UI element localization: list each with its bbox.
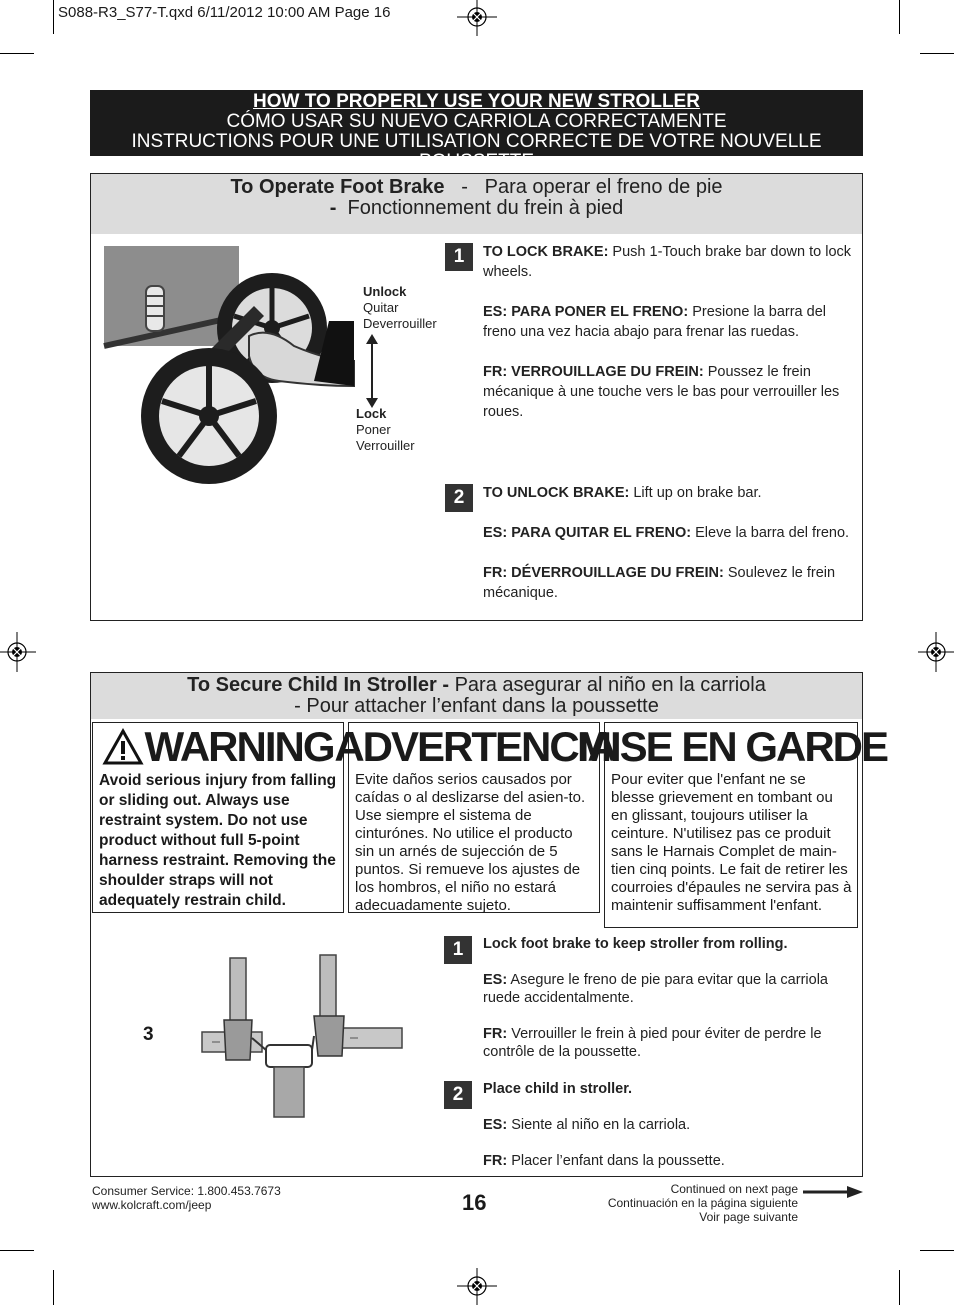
warning-box-en: WARNING Avoid serious injury from falling or sliding out. Always use restraint system. Do not use product without full 5-point harness restraint. Removing the shoulder straps will not adequately restrain child.: [92, 722, 344, 913]
secure-step-1-text: Lock foot brake to keep stroller from rolling. ES: Asegure le freno de pie para evitar que la carriola ruede accidentalmente. FR: Verrouiller le frein à pied pour éviter de perdre le contrôle de la poussette.: [483, 936, 828, 1060]
brake-title-fr: Fonctionnement du frein à pied: [347, 197, 624, 219]
step-number: 1: [444, 936, 472, 964]
figure-label: 3: [143, 1024, 154, 1045]
registration-mark-icon: [918, 632, 954, 672]
registration-mark-icon: [457, 0, 497, 36]
brake-title-separator: -: [329, 197, 337, 219]
brake-step-2-text: TO UNLOCK BRAKE: Lift up on brake bar. ES: PARA QUITAR EL FRENO: Eleve la barra del freno. FR: DÉVERROUILLAGE DU FREIN: Soulevez le frein mécanique.: [483, 485, 850, 601]
warning-box-es: ADVERTENCIA Evite daños serios causados por caídas o al deslizarse del asien-to. Use siempre el sistema de cinturónes. No utilice el producto sin un arnés de sujección de 5 puntos. Si remueve los ajustes de los hombros, el niño no estará adecuadamente sujeto.: [334, 723, 616, 914]
footer-contact: [92, 1184, 281, 1212]
warning-triangle-icon: [103, 728, 143, 766]
crop-mark: [899, 1270, 900, 1305]
step-number: 2: [445, 484, 473, 512]
secure-title-en: To Secure Child In Stroller -: [187, 674, 450, 696]
foot-brake-illustration: [104, 246, 354, 486]
brake-title-es: Para operar el freno de pie: [484, 176, 723, 198]
registration-mark-icon: [0, 632, 36, 672]
header-title-fr: INSTRUCTIONS POUR UNE UTILISATION CORRECTE DE VOTRE NOUVELLE POUSSETTE: [131, 131, 822, 172]
brake-title-en: To Operate Foot Brake: [230, 176, 445, 198]
harness-buckle-illustration: [200, 950, 405, 1120]
step-number: 2: [444, 1081, 472, 1109]
warning-box-fr: MISE EN GARDE Pour eviter que l'enfant ne se blesse grievement en tombant ou en glissant, toujours utiliser la ceinture. N'utilisez pas ce produit sans le Harnais Complet de main-tien cinq points. Le fait de retirer les courroies d'épaules ne servira pas à maintenir suffisamment l'enfant.: [604, 722, 858, 928]
lock-label: Lock Poner Verrouiller: [356, 406, 415, 453]
unlock-label: Unlock Quitar Deverrouiller: [363, 284, 437, 331]
secure-title-es: Para asegurar al niño en la carriola: [449, 674, 766, 696]
crop-mark: [920, 1250, 954, 1251]
consumer-service-phone: Consumer Service: 1.800.453.7673: [92, 1184, 281, 1198]
secure-child-heading: [91, 673, 862, 719]
crop-mark: [920, 53, 954, 54]
registration-mark-icon: [457, 1268, 497, 1305]
crop-mark: [53, 1270, 54, 1305]
website-link[interactable]: www.kolcraft.com/jeep: [92, 1198, 212, 1212]
foot-brake-heading: [91, 174, 862, 234]
continued-note: Continued on next page Continuación en la página siguiente Voir page suivante: [607, 1182, 798, 1224]
brake-title-separator: -: [461, 176, 468, 198]
step-number: 1: [445, 243, 473, 271]
arrow-right-icon: [803, 1185, 863, 1199]
crop-mark: [53, 0, 54, 34]
up-down-arrow-icon: [364, 334, 380, 408]
secure-step-2-text: Place child in stroller. ES: Siente al niño en la carriola. FR: Placer l’enfant dans la poussette.: [483, 1081, 725, 1169]
page-header: [90, 90, 863, 172]
header-title-es: CÓMO USAR SU NUEVO CARRIOLA CORRECTAMENTE: [226, 111, 727, 132]
file-info: S088-R3_S77-T.qxd 6/11/2012 10:00 AM Page 16: [58, 4, 391, 21]
page-number: 16: [462, 1190, 487, 1215]
crop-mark: [0, 1250, 34, 1251]
header-title-en: HOW TO PROPERLY USE YOUR NEW STROLLER: [253, 91, 700, 112]
crop-mark: [899, 0, 900, 34]
brake-step-1-text: TO LOCK BRAKE: Push 1-Touch brake bar down to lock wheels. ES: PARA PONER EL FRENO: Presione la barra del freno una vez hacia abajo para frenar las ruedas. FR: VERROUILLAGE DU FREIN: Poussez le frein mécanique à une touche vers le bas pour verrouiller les roues.: [483, 244, 852, 420]
secure-title-fr: - Pour attacher l’enfant dans la poussette: [294, 695, 659, 717]
crop-mark: [0, 53, 34, 54]
